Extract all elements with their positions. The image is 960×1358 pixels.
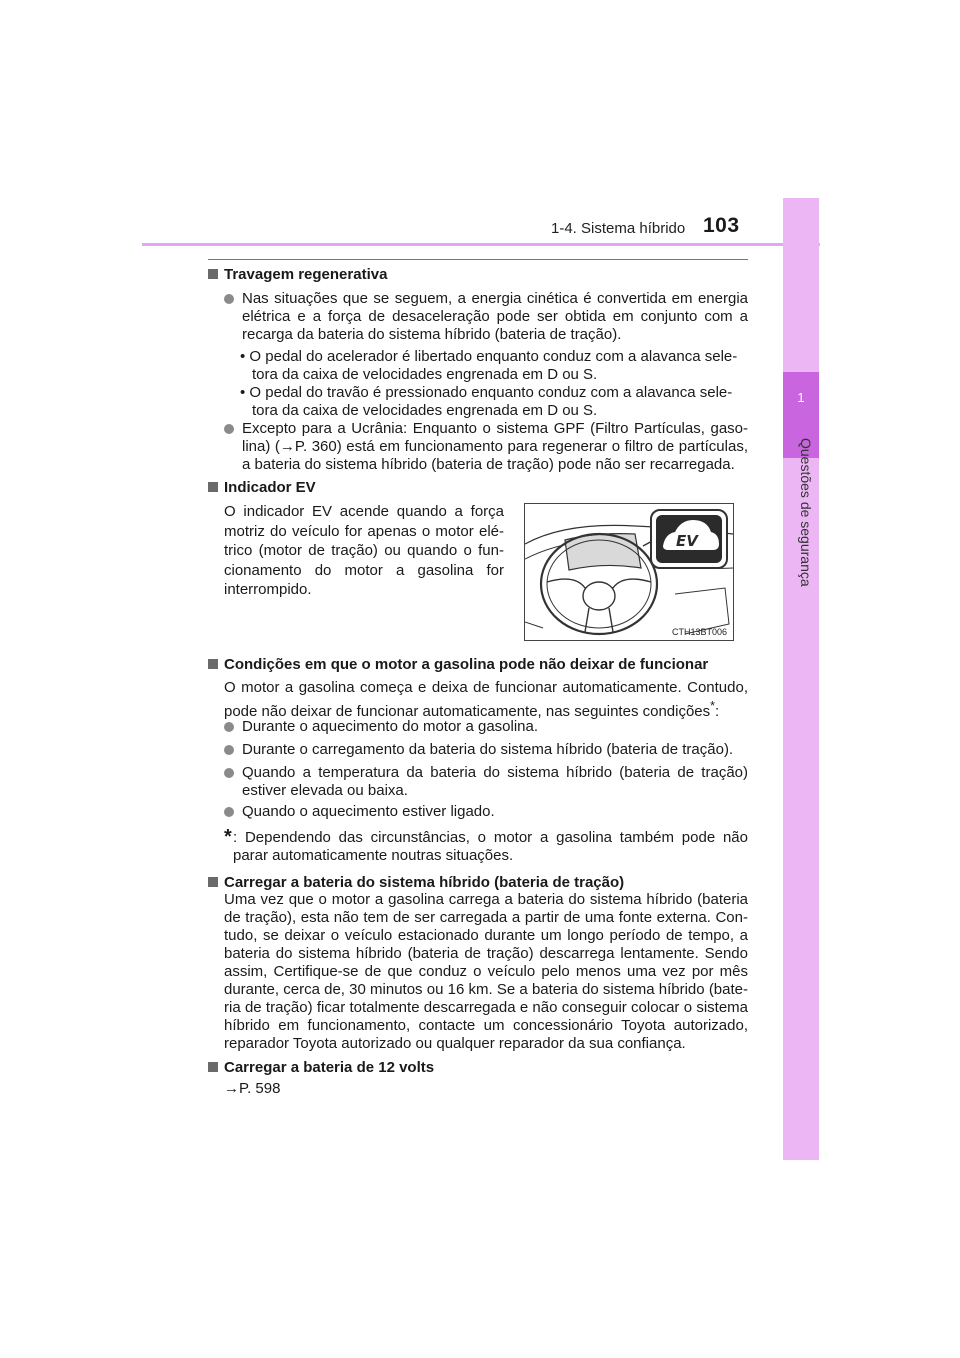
- charge-hybrid-text: Uma vez que o motor a gasolina carrega a bateria do sistema híbrido (bateria de tração), esta não tem de ser carregada a partir de uma fonte externa. Con-tudo, se deixar o veículo estacionado durante um longo período de tempo, a bateria do sistema híbrido (bateria de tração) descarrega lentamente. Sendo assim, Certifique-se de que conduz o veículo pelo menos uma vez por mês durante, cerca de, 30 minutos ou 16 km. Se a bateria do sistema híbrido (bate-ria de tração) ficar totalmente descarregada e não conseguir colocar o sistema híbrido em funcionamento, contacte um concessionário Toyota autorizado, reparador Toyota autorizado ou qualquer reparador da sua confiança.: [224, 891, 748, 1052]
- list-item: Durante o carregamento da bateria do sistema híbrido (bateria de tração).: [224, 741, 748, 759]
- list-item: Durante o aquecimento do motor a gasolina.: [224, 718, 748, 736]
- chapter-title: Questões de segurança: [798, 438, 814, 587]
- round-bullet-icon: [224, 424, 234, 434]
- list-item: Quando o aquecimento estiver ligado.: [224, 803, 748, 821]
- round-bullet-icon: [224, 294, 234, 304]
- chapter-side-tab: [783, 198, 819, 1160]
- page-number: 103: [703, 214, 740, 237]
- square-bullet-icon: [208, 482, 218, 492]
- square-bullet-icon: [208, 877, 218, 887]
- sub-list-item: • O pedal do travão é pressionado enquanto conduz com a alavanca sele-tora da caixa de velocidades engrenada em D ou S.: [240, 384, 733, 419]
- heading-charge-hybrid-battery: Carregar a bateria do sistema híbrido (bateria de tração): [208, 874, 624, 892]
- square-bullet-icon: [208, 1062, 218, 1072]
- list-item: Nas situações que se seguem, a energia cinética é convertida em energia elétrica e a força de desaceleração pode ser obtida em conjunto com a recarga da bateria do sistema híbrido (bateria de tração).: [224, 290, 748, 344]
- dashboard-illustration: [524, 503, 734, 641]
- ev-indicator-label: EV: [676, 532, 698, 550]
- sub-list-item: • O pedal do acelerador é libertado enquanto conduz com a alavanca sele-tora da caixa de velocidades engrenada em D ou S.: [240, 348, 738, 383]
- ev-description: O indicador EV acende quando a força motriz do veículo for apenas o motor elé-trico (motor de tração) ou quando o fun-cionamento do motor a gasolina for interrompido.: [224, 503, 504, 598]
- header-divider: [142, 243, 820, 246]
- round-bullet-icon: [224, 722, 234, 732]
- heading-ev-indicator: Indicador EV: [208, 479, 316, 497]
- list-item: Quando a temperatura da bateria do sistema híbrido (bateria de tração) estiver elevada ou baixa.: [224, 764, 748, 800]
- footnote-text: : Dependendo das circunstâncias, o motor a gasolina também pode não parar automaticamente noutras situações.: [233, 829, 748, 864]
- footnote-asterisk: *: [224, 826, 232, 848]
- section-header: 1-4. Sistema híbrido: [551, 220, 686, 237]
- square-bullet-icon: [208, 659, 218, 669]
- heading-charge-12v-battery: Carregar a bateria de 12 volts: [208, 1059, 434, 1077]
- round-bullet-icon: [224, 745, 234, 755]
- steering-wheel-illustration: [525, 504, 733, 640]
- chapter-number: 1: [797, 390, 805, 405]
- content-top-rule: [208, 259, 748, 260]
- page-reference-link[interactable]: →P. 598: [224, 1080, 281, 1097]
- footnote-mark: *: [710, 699, 716, 713]
- figure-code: CTH13BT006: [671, 627, 727, 637]
- round-bullet-icon: [224, 807, 234, 817]
- square-bullet-icon: [208, 269, 218, 279]
- list-item: Excepto para a Ucrânia: Enquanto o sistema GPF (Filtro Partículas, gaso-lina) (→P. 360) está em funcionamento para regenerar o filtro de partículas, a bateria do sistema híbrido (bateria de tração) pode não ser recarregada.: [224, 420, 748, 474]
- round-bullet-icon: [224, 768, 234, 778]
- heading-conditions: Condições em que o motor a gasolina pode não deixar de funcionar: [208, 656, 708, 674]
- heading-regenerative-braking: Travagem regenerativa: [208, 266, 387, 284]
- conditions-intro: O motor a gasolina começa e deixa de funcionar automaticamente. Contudo, pode não deixar de funcionar automaticamente, nas seguintes condições*:: [224, 679, 748, 720]
